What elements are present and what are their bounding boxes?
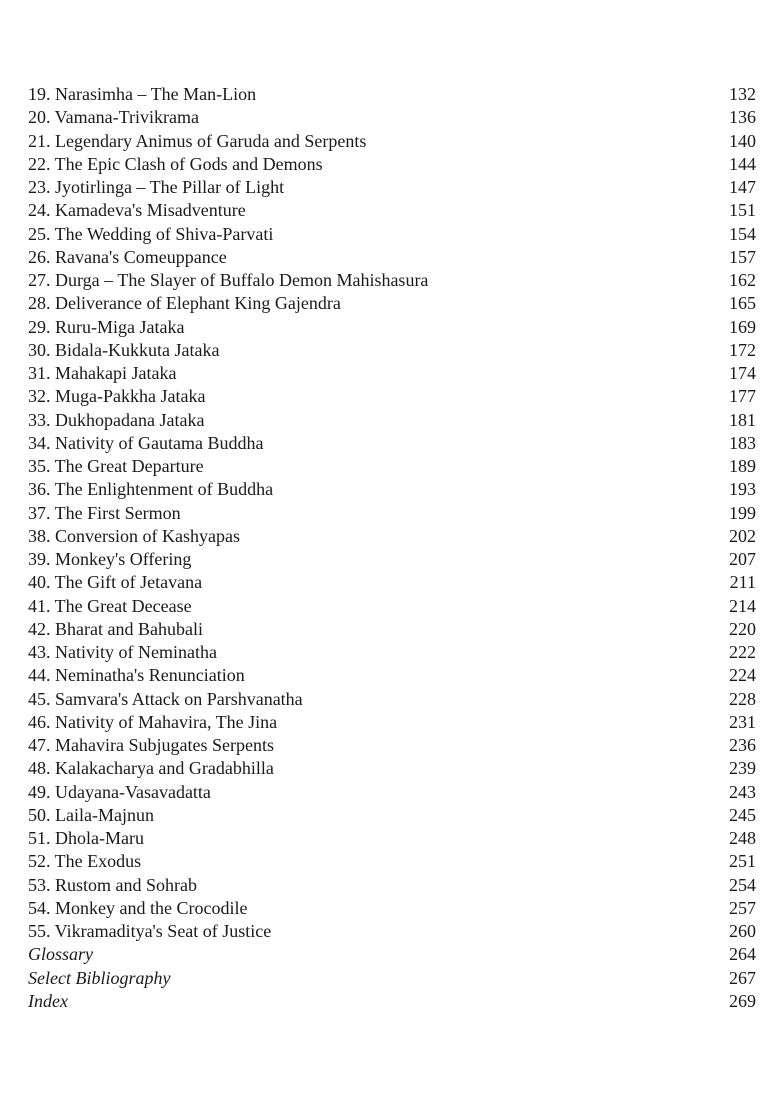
entry-page-number: 157 <box>729 246 756 267</box>
entry-page-number: 177 <box>729 386 756 407</box>
entry-title: 52. The Exodus <box>28 851 142 872</box>
entry-page-number: 169 <box>729 316 756 337</box>
back-matter-list <box>28 943 756 1013</box>
entry-page-number: 254 <box>729 874 756 895</box>
toc-entry <box>28 757 756 780</box>
toc-entry <box>28 269 756 292</box>
entry-page-number: 222 <box>729 642 756 662</box>
entry-title: 31. Mahakapi Jataka <box>28 363 177 383</box>
entry-title: 49. Udayana-Vasavadatta <box>28 781 211 802</box>
entry-title: 50. Laila-Majnun <box>28 804 154 825</box>
entry-page-number: 193 <box>729 479 756 500</box>
entry-title: 53. Rustom and Sohrab <box>28 874 197 895</box>
entry-page-number: 132 <box>729 84 756 104</box>
toc-entry <box>28 688 756 711</box>
entry-title: 38. Conversion of Kashyapas <box>28 525 240 546</box>
entry-page-number: 174 <box>729 363 756 383</box>
toc-entry <box>28 409 756 432</box>
entry-page-number: 202 <box>729 525 756 546</box>
entry-page-number: 257 <box>729 897 756 918</box>
toc-entry <box>28 339 756 362</box>
entry-title: 24. Kamadeva's Misadventure <box>28 200 246 221</box>
entry-page-number: 183 <box>729 432 756 453</box>
toc-entry <box>28 850 756 873</box>
entry-title: 48. Kalakacharya and Gradabhilla <box>28 758 274 779</box>
entry-title: 54. Monkey and the Crocodile <box>28 897 248 918</box>
toc-entry <box>28 223 756 246</box>
toc-entry <box>28 990 756 1013</box>
entry-title: 22. The Epic Clash of Gods and Demons <box>28 153 323 174</box>
entry-page-number: 140 <box>729 130 756 151</box>
entry-title: 29. Ruru-Miga Jataka <box>28 316 185 337</box>
entry-title: 28. Deliverance of Elephant King Gajendra <box>28 293 341 314</box>
entry-page-number: 211 <box>729 572 756 593</box>
toc-entry <box>28 711 756 734</box>
entry-page-number: 144 <box>729 153 756 174</box>
toc-entry <box>28 432 756 455</box>
entry-title: 51. Dhola-Maru <box>28 828 144 848</box>
toc-entry <box>28 618 756 641</box>
table-of-contents <box>28 83 756 1013</box>
toc-entry <box>28 478 756 501</box>
entry-title: Index <box>28 990 68 1011</box>
entry-page-number: 243 <box>729 781 756 802</box>
toc-entry <box>28 920 756 943</box>
entry-title: 20. Vamana-Trivikrama <box>28 107 199 128</box>
entry-page-number: 189 <box>729 456 756 476</box>
toc-entry <box>28 595 756 618</box>
entry-title: 34. Nativity of Gautama Buddha <box>28 432 264 453</box>
toc-entry <box>28 897 756 920</box>
entry-page-number: 231 <box>729 711 756 732</box>
entry-page-number: 214 <box>729 595 756 616</box>
toc-entry <box>28 827 756 850</box>
toc-entry <box>28 130 756 153</box>
toc-entry <box>28 525 756 548</box>
toc-entry <box>28 385 756 408</box>
toc-entry <box>28 548 756 571</box>
entry-title: 40. The Gift of Jetavana <box>28 572 203 593</box>
toc-entry <box>28 734 756 757</box>
entry-page-number: 248 <box>729 828 756 848</box>
entry-title: 21. Legendary Animus of Garuda and Serpents <box>28 130 367 151</box>
toc-entry <box>28 153 756 176</box>
toc-entry <box>28 176 756 199</box>
toc-entry <box>28 571 756 594</box>
toc-entry <box>28 874 756 897</box>
entry-page-number: 172 <box>729 339 756 360</box>
chapter-list <box>28 83 756 943</box>
entry-page-number: 181 <box>729 409 756 430</box>
entry-page-number: 267 <box>729 967 756 988</box>
toc-entry <box>28 316 756 339</box>
entry-title: 55. Vikramaditya's Seat of Justice <box>28 921 272 941</box>
entry-page-number: 260 <box>729 921 756 941</box>
entry-page-number: 228 <box>729 688 756 709</box>
toc-entry <box>28 502 756 525</box>
entry-page-number: 269 <box>729 990 756 1011</box>
entry-title: 35. The Great Departure <box>28 456 204 476</box>
toc-entry <box>28 664 756 687</box>
toc-entry <box>28 83 756 106</box>
entry-title: 37. The First Sermon <box>28 502 181 523</box>
entry-title: 47. Mahavira Subjugates Serpents <box>28 735 274 755</box>
entry-page-number: 251 <box>729 851 756 872</box>
entry-title: 44. Neminatha's Renunciation <box>28 665 245 686</box>
entry-title: 36. The Enlightenment of Buddha <box>28 479 274 500</box>
toc-entry <box>28 641 756 664</box>
entry-title: 33. Dukhopadana Jataka <box>28 409 205 430</box>
toc-entry <box>28 246 756 269</box>
toc-entry <box>28 967 756 990</box>
entry-title: 46. Nativity of Mahavira, The Jina <box>28 711 278 732</box>
entry-title: 23. Jyotirlinga – The Pillar of Light <box>28 177 285 197</box>
entry-title: Glossary <box>28 944 94 965</box>
toc-entry <box>28 455 756 478</box>
entry-page-number: 199 <box>729 502 756 523</box>
entry-page-number: 207 <box>729 549 756 569</box>
entry-title: 43. Nativity of Neminatha <box>28 642 217 662</box>
toc-entry <box>28 781 756 804</box>
entry-page-number: 245 <box>729 804 756 825</box>
entry-title: Select Bibliography <box>28 967 171 988</box>
entry-page-number: 239 <box>729 758 756 779</box>
toc-entry <box>28 292 756 315</box>
entry-page-number: 236 <box>729 735 756 755</box>
toc-entry <box>28 106 756 129</box>
entry-title: 45. Samvara's Attack on Parshvanatha <box>28 688 303 709</box>
entry-title: 19. Narasimha – The Man-Lion <box>28 84 257 104</box>
toc-entry <box>28 362 756 385</box>
entry-title: 30. Bidala-Kukkuta Jataka <box>28 339 220 360</box>
entry-page-number: 151 <box>729 200 756 221</box>
entry-title: 41. The Great Decease <box>28 595 192 616</box>
entry-page-number: 162 <box>729 270 756 290</box>
toc-entry <box>28 199 756 222</box>
toc-entry <box>28 804 756 827</box>
entry-title: 42. Bharat and Bahubali <box>28 618 203 639</box>
toc-entry <box>28 943 756 966</box>
entry-title: 32. Muga-Pakkha Jataka <box>28 386 206 407</box>
entry-page-number: 136 <box>729 107 756 128</box>
entry-title: 25. The Wedding of Shiva-Parvati <box>28 223 274 244</box>
entry-page-number: 224 <box>729 665 756 686</box>
entry-page-number: 154 <box>729 223 756 244</box>
entry-page-number: 264 <box>729 944 756 965</box>
entry-title: 27. Durga – The Slayer of Buffalo Demon Mahishasura <box>28 270 429 290</box>
entry-title: 26. Ravana's Comeuppance <box>28 246 227 267</box>
entry-page-number: 165 <box>729 293 756 314</box>
entry-page-number: 147 <box>729 177 756 197</box>
entry-page-number: 220 <box>729 618 756 639</box>
entry-title: 39. Monkey's Offering <box>28 549 192 569</box>
